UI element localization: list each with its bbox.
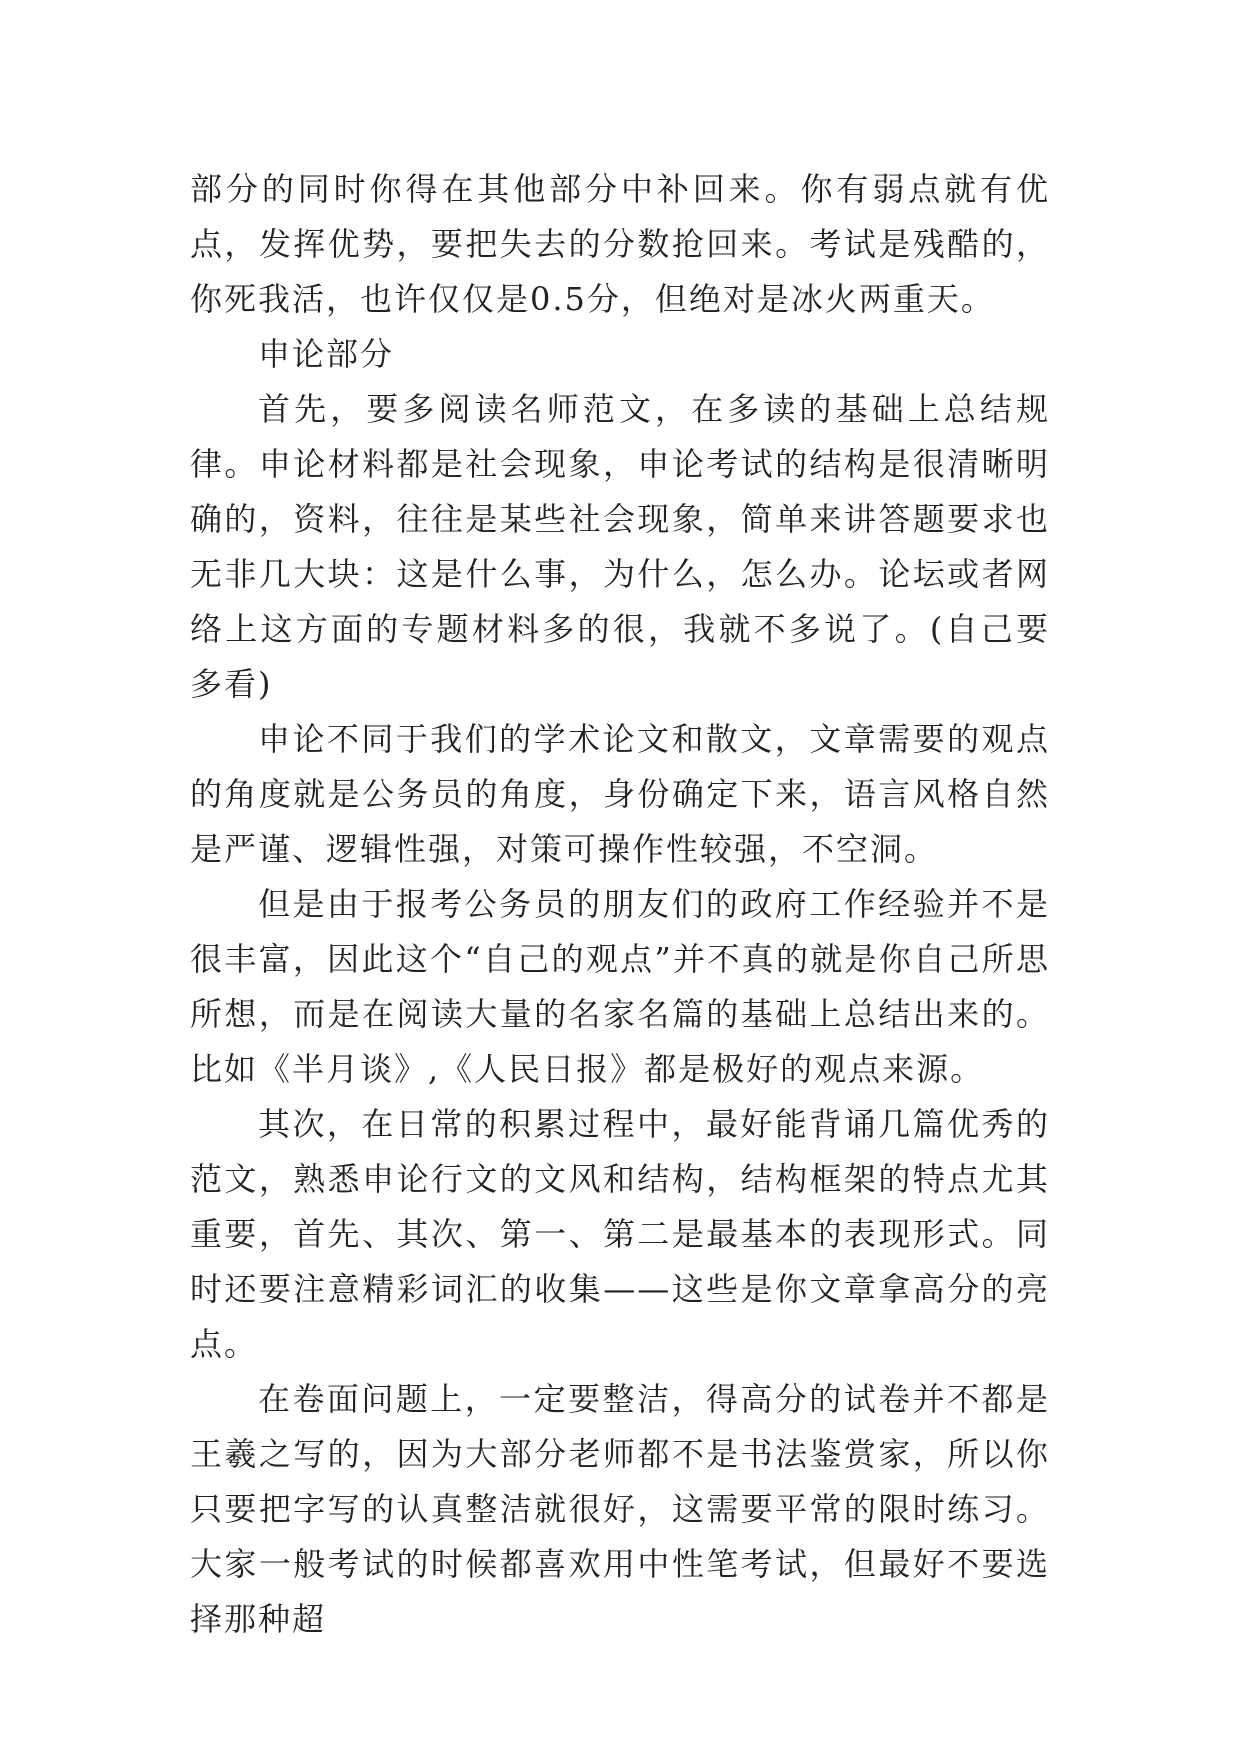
paragraph-daily-accumulation: 其次，在日常的积累过程中，最好能背诵几篇优秀的范文，熟悉申论行文的文风和结构，结构框架的特点尤其重要，首先、其次、第一、第二是最基本的表现形式。同时还要注意精彩词汇的收集——这些是你文章拿高分的亮点。 — [190, 1105, 1050, 1363]
section-heading-shenlun: 申论部分 — [258, 335, 395, 373]
paragraph-own-viewpoint: 但是由于报考公务员的朋友们的政府工作经验并不是很丰富，因此这个“自己的观点”并不真的就是你自己所思所想，而是在阅读大量的名家名篇的基础上总结出来的。比如《半月谈》,《人民日报》都是极好的观点来源。 — [190, 885, 1050, 1088]
document-body — [190, 162, 1050, 1647]
paragraph-continuation: 部分的同时你得在其他部分中补回来。你有弱点就有优点，发挥优势，要把失去的分数抢回来。考试是残酷的，你死我活，也许仅仅是0.5分，但绝对是冰火两重天。 — [190, 170, 1050, 318]
paragraph-read-model-essays: 首先，要多阅读名师范文，在多读的基础上总结规律。申论材料都是社会现象，申论考试的结构是很清晰明确的，资料，往往是某些社会现象，简单来讲答题要求也无非几大块：这是什么事，为什么，怎么办。论坛或者网络上这方面的专题材料多的很，我就不多说了。(自己要多看) — [190, 390, 1050, 703]
paragraph-shenlun-vs-essays: 申论不同于我们的学术论文和散文，文章需要的观点的角度就是公务员的角度，身份确定下来，语言风格自然是严谨、逻辑性强，对策可操作性较强，不空洞。 — [190, 720, 1050, 868]
paragraph-handwriting-neatness: 在卷面问题上，一定要整洁，得高分的试卷并不都是王羲之写的，因为大部分老师都不是书法鉴赏家，所以你只要把字写的认真整洁就很好，这需要平常的限时练习。大家一般考试的时候都喜欢用中性笔考试，但最好不要选择那种超 — [190, 1380, 1050, 1638]
